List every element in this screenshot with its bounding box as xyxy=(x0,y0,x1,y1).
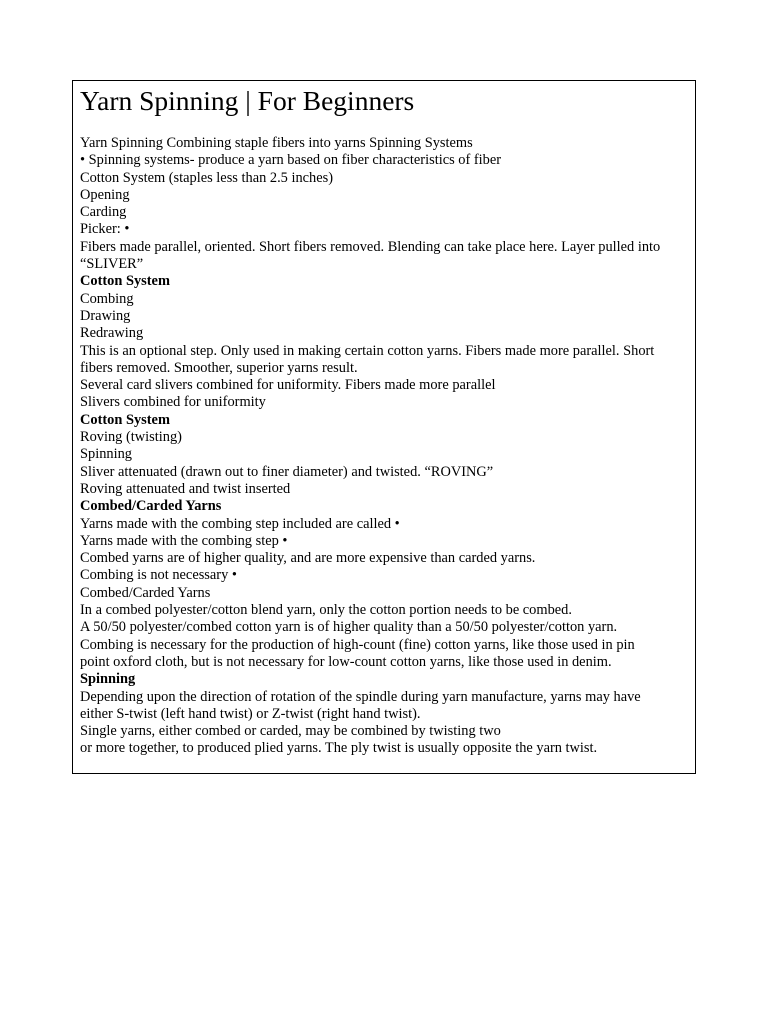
text-line: Yarn Spinning Combining staple fibers into yarns Spinning Systems xyxy=(80,135,473,151)
section-heading: Cotton System xyxy=(80,411,170,428)
text-line: Redrawing xyxy=(80,325,144,342)
text-line: Depending upon the direction of rotation of the spindle during yarn manufacture, yarns may have xyxy=(80,688,641,705)
text-line: • Spinning systems- produce a yarn based on fiber characteristics of fiber xyxy=(80,152,502,169)
text-line: Single yarns, either combed or carded, may be combined by twisting two xyxy=(80,723,501,740)
text-line: This is an optional step. Only used in making certain cotton yarns. Fibers made more parallel. Short xyxy=(80,342,655,359)
text-line: Roving attenuated and twist inserted xyxy=(80,480,291,497)
text-line: either S-twist (left hand twist) or Z-twist (right hand twist). xyxy=(80,705,421,722)
text-line: Opening xyxy=(80,186,130,203)
text-line: In a combed polyester/cotton blend yarn, only the cotton portion needs to be combed. xyxy=(80,602,572,619)
text-line: Sliver attenuated (drawn out to finer diameter) and twisted. “ROVING” xyxy=(80,463,494,480)
text-line: Picker: • xyxy=(80,221,130,238)
text-line: or more together, to produced plied yarns. The ply twist is usually opposite the yarn twist. xyxy=(80,740,598,757)
document-frame xyxy=(72,80,696,774)
text-line: Yarns made with the combing step • xyxy=(80,532,288,549)
text-line: Carding xyxy=(80,204,127,221)
section-heading: Combed/Carded Yarns xyxy=(80,498,222,515)
text-line: Combing is not necessary • xyxy=(80,567,237,584)
section-heading: Cotton System xyxy=(80,273,170,290)
text-line: Combing xyxy=(80,290,134,307)
text-line: A 50/50 polyester/combed cotton yarn is of higher quality than a 50/50 polyester/cotton yarn. xyxy=(80,619,618,636)
text-line: Cotton System (staples less than 2.5 inches) xyxy=(80,169,334,186)
text-line: Spinning xyxy=(80,446,132,463)
text-line: Combed yarns are of higher quality, and are more expensive than carded yarns. xyxy=(80,550,536,567)
document-title: Yarn Spinning | For Beginners xyxy=(80,85,415,116)
section-heading: Spinning xyxy=(80,671,136,688)
document-body xyxy=(80,135,688,758)
text-line: Yarns made with the combing step included are called • xyxy=(80,515,400,532)
text-line: Several card slivers combined for uniformity. Fibers made more parallel xyxy=(80,377,496,394)
text-line: Slivers combined for uniformity xyxy=(80,394,266,411)
text-line: Roving (twisting) xyxy=(80,429,182,446)
text-line: Combed/Carded Yarns xyxy=(80,584,211,601)
text-line: Fibers made parallel, oriented. Short fibers removed. Blending can take place here. Layer pulled into xyxy=(80,238,661,255)
text-line: Combing is necessary for the production of high-count (fine) cotton yarns, like those used in pin xyxy=(80,636,635,653)
text-line: Drawing xyxy=(80,307,131,324)
text-line: fibers removed. Smoother, superior yarns result. xyxy=(80,359,358,376)
text-line: point oxford cloth, but is not necessary for low-count cotton yarns, like those used in denim. xyxy=(80,653,612,670)
text-line: “SLIVER” xyxy=(80,256,144,273)
